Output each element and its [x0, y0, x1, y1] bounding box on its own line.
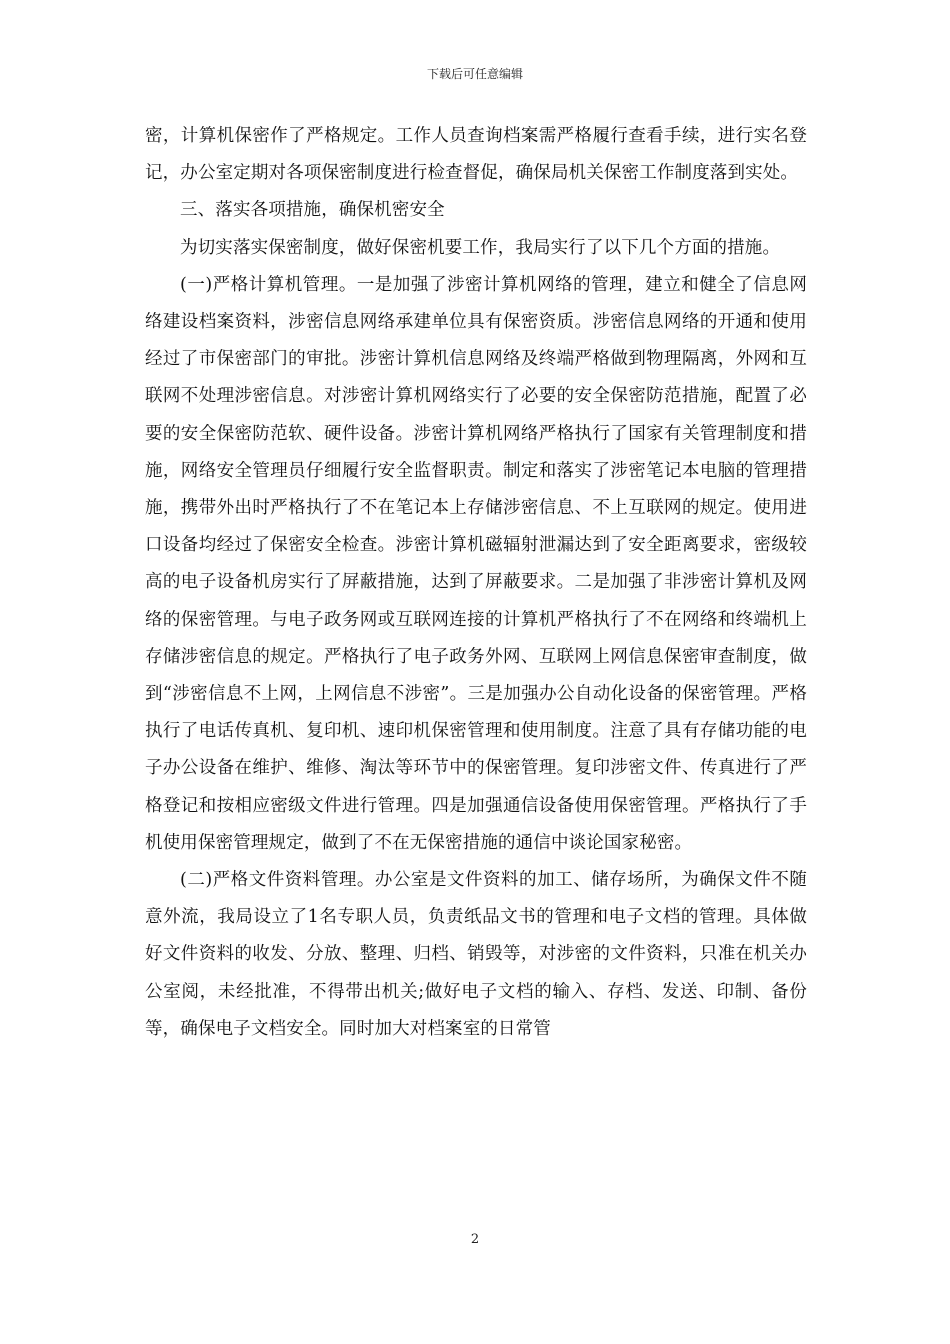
page-header: 下载后可任意编辑	[426, 67, 523, 81]
paragraph-intro: 为切实落实保密制度，做好保密机要工作，我局实行了以下几个方面的措施。	[180, 237, 781, 258]
paragraph-document-management: (二)严格文件资料管理。办公室是文件资料的加工、储存场所，为确保文件不随意外流，我局设立了1名专职人员，负责纸品文书的管理和电子文档的管理。具体做好文件资料的收发、分放、整理、归档、销毁等，对涉密的文件资料，只准在机关办公室阅，未经批准，不得带出机关;做好电子文档的输入、存档、发送、印制、备份等，确保电子文档安全。同时加大对档案室的日常管	[145, 870, 807, 1039]
paragraph-continuation: 密，计算机保密作了严格规定。工作人员查询档案需严格履行查看手续，进行实名登记，办公室定期对各项保密制度进行检查督促，确保局机关保密工作制度落到实处。	[145, 126, 807, 184]
paragraph-computer-management: (一)严格计算机管理。一是加强了涉密计算机网络的管理，建立和健全了信息网络建设档案资料，涉密信息网络承建单位具有保密资质。涉密信息网络的开通和使用经过了市保密部门的审批。涉密计算机信息网络及终端严格做到物理隔离，外网和互联网不处理涉密信息。对涉密计算机网络实行了必要的安全保密防范措施，配置了必要的安全保密防范软、硬件设备。涉密计算机网络严格执行了国家有关管理制度和措施，网络安全管理员仔细履行安全监督职责。制定和落实了涉密笔记本电脑的管理措施，携带外出时严格执行了不在笔记本上存储涉密信息、不上互联网的规定。使用进口设备均经过了保密安全检查。涉密计算机磁辐射泄漏达到了安全距离要求，密级较高的电子设备机房实行了屏蔽措施，达到了屏蔽要求。二是加强了非涉密计算机及网络的保密管理。与电子政务网或互联网连接的计算机严格执行了不在网络和终端机上存储涉密信息的规定。严格执行了电子政务外网、互联网上网信息保密审查制度，做到“涉密信息不上网，上网信息不涉密”。三是加强办公自动化设备的保密管理。严格执行了电话传真机、复印机、速印机保密管理和使用制度。注意了具有存储功能的电子办公设备在维护、维修、淘汰等环节中的保密管理。复印涉密文件、传真进行了严格登记和按相应密级文件进行管理。四是加强通信设备使用保密管理。严格执行了手机使用保密管理规定，做到了不在无保密措施的通信中谈论国家秘密。	[145, 274, 807, 853]
section-heading: 三、落实各项措施，确保机密安全	[180, 200, 445, 221]
document-body	[145, 118, 807, 1048]
page-number: 2	[470, 1232, 480, 1247]
